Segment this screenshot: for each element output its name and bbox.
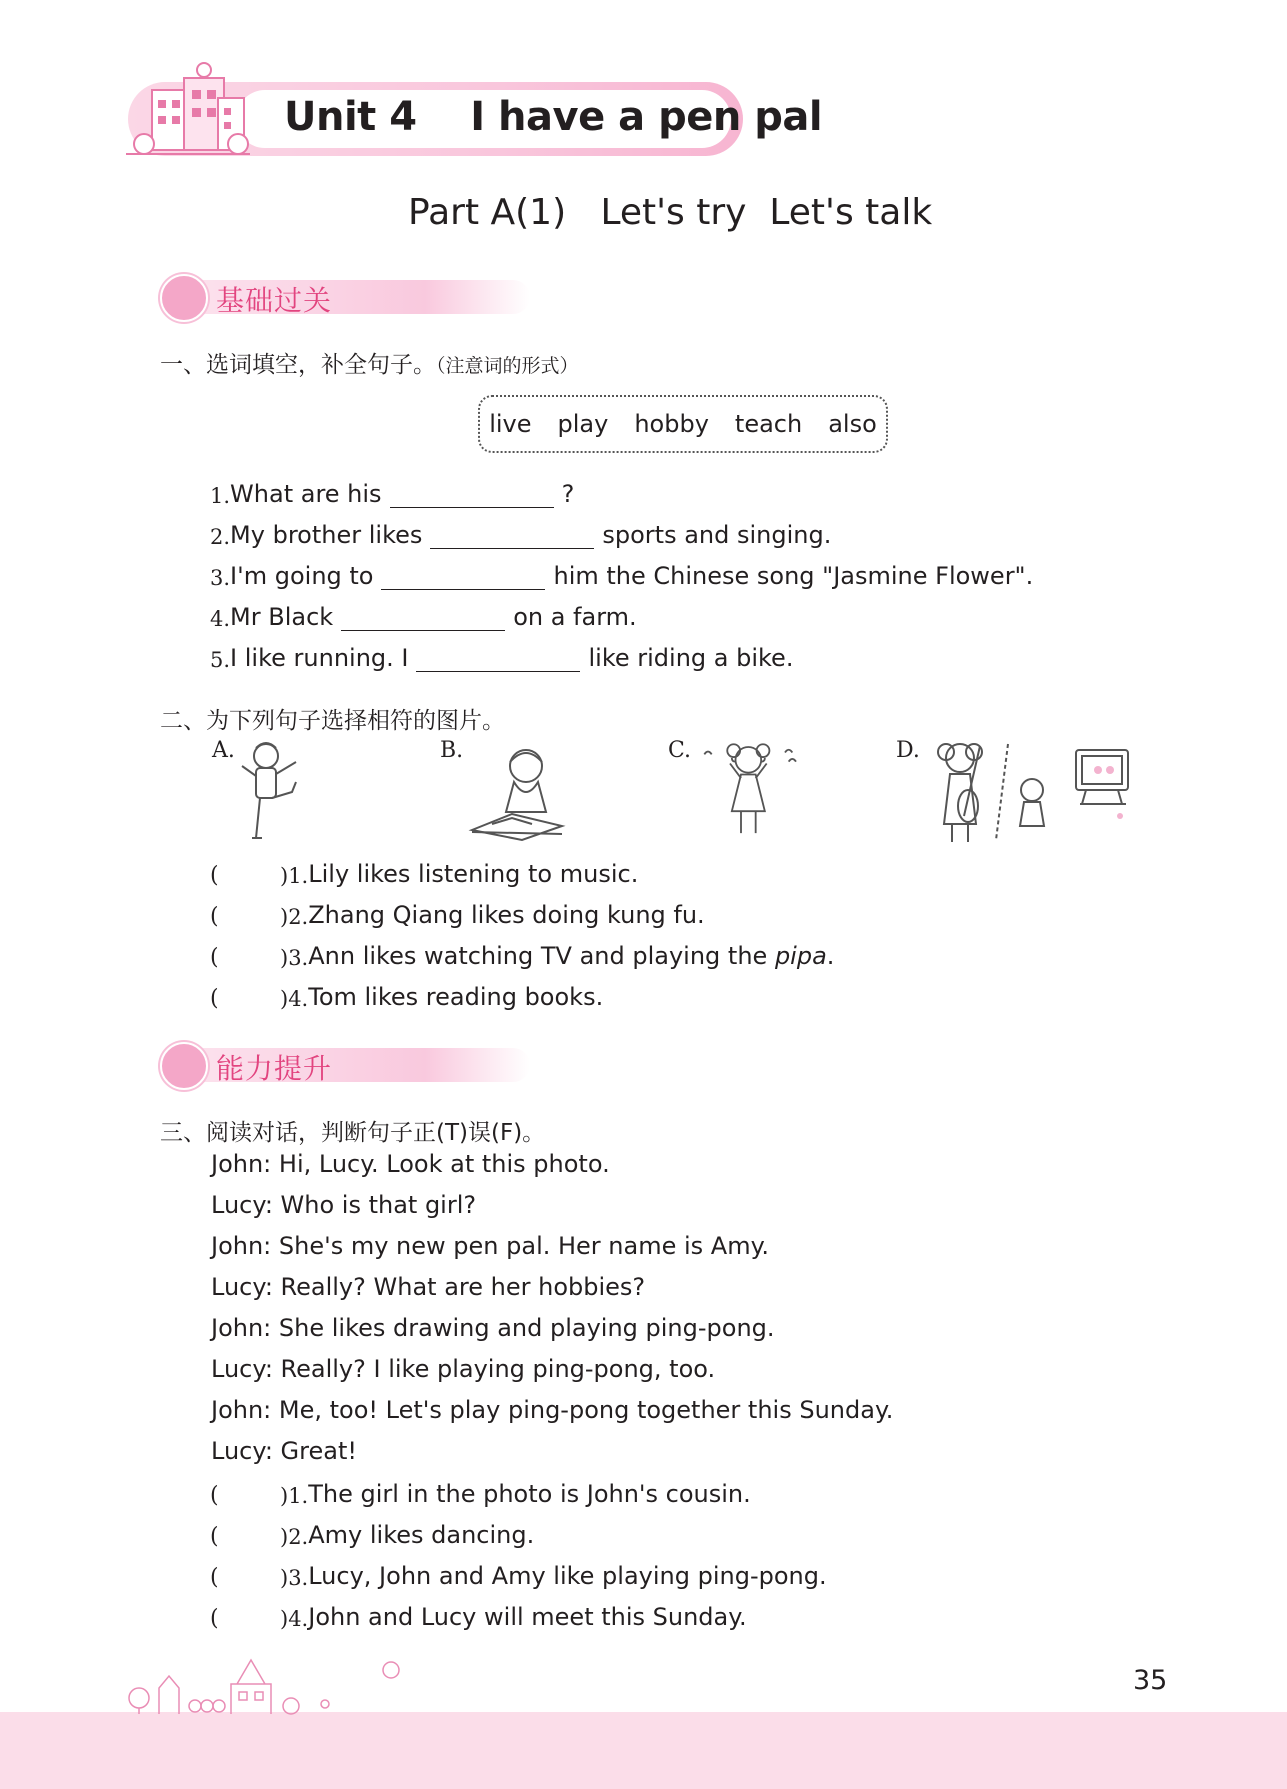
picture-label: B.: [440, 738, 464, 763]
answer-parentheses[interactable]: (: [210, 1606, 219, 1631]
building-icon: [122, 60, 252, 160]
dialog-line: Lucy: Great!: [211, 1437, 357, 1465]
picture-label: C.: [668, 738, 692, 763]
sentence-text: Ann likes watching TV and playing the: [308, 942, 775, 970]
fill-in-sentence: [210, 562, 1033, 590]
dialog-line: John: Me, too! Let's play ping-pong together this Sunday.: [211, 1396, 894, 1424]
sentence-text: on a farm.: [513, 603, 637, 631]
dialog-line: Lucy: Who is that girl?: [211, 1191, 477, 1219]
sentence-text: I'm going to: [230, 562, 374, 590]
item-number: 2.: [210, 525, 231, 549]
picture-label: D.: [896, 738, 920, 763]
sentence-text: Mr Black: [230, 603, 334, 631]
section-label: 能力提升: [216, 1052, 333, 1085]
sentence-text: him the Chinese song "Jasmine Flower".: [553, 562, 1034, 590]
section-label: 基础过关: [216, 284, 333, 317]
word-bank-item: live: [489, 410, 532, 438]
fill-in-sentence: [210, 644, 793, 672]
sentence-text: ?: [561, 480, 575, 508]
kung-fu-boy-picture: [234, 736, 354, 846]
unit-title: Unit 4 I have a pen pal: [284, 94, 823, 140]
sentence-text: like riding a bike.: [588, 644, 794, 672]
answer-parentheses[interactable]: (: [210, 1524, 219, 1549]
answer-parentheses[interactable]: (: [210, 1483, 219, 1508]
word-bank-item: hobby: [634, 410, 709, 438]
answer-blank[interactable]: [341, 608, 505, 631]
answer-blank[interactable]: [416, 649, 580, 672]
word-bank-item: teach: [734, 410, 803, 438]
sentence-text: John and Lucy will meet this Sunday.: [308, 1603, 747, 1631]
answer-parentheses[interactable]: (: [210, 904, 219, 929]
match-sentence: [210, 860, 638, 888]
answer-parentheses[interactable]: (: [210, 945, 219, 970]
item-number: )3.: [280, 1566, 309, 1590]
picture-label: A.: [212, 738, 235, 763]
item-number: )3.: [280, 946, 309, 970]
item-number: 3.: [210, 566, 231, 590]
word-bank: [478, 395, 888, 453]
question-1-note: （注意词的形式）: [436, 355, 579, 377]
sentence-text: .: [826, 942, 835, 970]
fill-in-sentence: [210, 480, 574, 508]
item-number: )4.: [280, 987, 309, 1011]
answer-parentheses[interactable]: (: [210, 1565, 219, 1590]
reading-boy-picture: [462, 740, 582, 850]
town-decoration-icon: [125, 1648, 405, 1716]
item-number: )2.: [280, 905, 309, 929]
match-sentence: [210, 942, 834, 970]
question-2-title: 二、为下列句子选择相符的图片。: [160, 708, 505, 734]
answer-blank[interactable]: [381, 567, 545, 590]
dialog-line: John: She likes drawing and playing ping-pong.: [211, 1314, 775, 1342]
sentence-text: What are his: [230, 480, 382, 508]
page-number: 35: [1133, 1665, 1168, 1696]
item-number: 5.: [210, 648, 231, 672]
sentence-text: The girl in the photo is John's cousin.: [308, 1480, 751, 1508]
judge-sentence: [210, 1562, 827, 1590]
question-1-title: [160, 346, 579, 379]
answer-parentheses[interactable]: (: [210, 863, 219, 888]
cartoon-face-icon: [160, 1042, 208, 1090]
italic-word: pipa: [774, 942, 827, 970]
pipa-and-tv-picture: [920, 736, 1135, 846]
dialog-line: John: She's my new pen pal. Her name is Amy.: [211, 1232, 769, 1260]
fill-in-sentence: [210, 603, 637, 631]
answer-parentheses[interactable]: (: [210, 986, 219, 1011]
sentence-text: My brother likes: [230, 521, 423, 549]
sentence-text: Amy likes dancing.: [308, 1521, 535, 1549]
dialog-line: Lucy: Really? What are her hobbies?: [211, 1273, 646, 1301]
answer-blank[interactable]: [430, 526, 594, 549]
music-girl-picture: [692, 736, 812, 846]
match-sentence: [210, 901, 705, 929]
judge-sentence: [210, 1603, 747, 1631]
section-header-advanced: [160, 1042, 540, 1090]
sentence-text: Lucy, John and Amy like playing ping-pong.: [308, 1562, 827, 1590]
sentence-text: I like running. I: [230, 644, 409, 672]
sentence-text: sports and singing.: [602, 521, 832, 549]
item-number: )1.: [280, 1484, 309, 1508]
dialog-line: Lucy: Really? I like playing ping-pong, too.: [211, 1355, 716, 1383]
cartoon-face-icon: [160, 274, 208, 322]
sentence-text: Lily likes listening to music.: [308, 860, 639, 888]
sentence-text: Tom likes reading books.: [308, 983, 604, 1011]
match-sentence: [210, 983, 603, 1011]
answer-blank[interactable]: [390, 485, 554, 508]
footer-band: [0, 1712, 1287, 1789]
section-header-basic: [160, 274, 540, 322]
item-number: 1.: [210, 484, 231, 508]
item-number: )2.: [280, 1525, 309, 1549]
item-number: )4.: [280, 1607, 309, 1631]
word-bank-item: also: [828, 410, 877, 438]
sentence-text: Zhang Qiang likes doing kung fu.: [308, 901, 705, 929]
word-bank-item: play: [557, 410, 609, 438]
question-3-title: 三、阅读对话，判断句子正(T)误(F)。: [160, 1120, 546, 1146]
part-title: Part A(1) Let's try Let's talk: [408, 192, 933, 233]
question-1-title-text: 一、选词填空，补全句子。: [160, 352, 436, 378]
fill-in-sentence: [210, 521, 831, 549]
item-number: 4.: [210, 607, 231, 631]
judge-sentence: [210, 1521, 534, 1549]
judge-sentence: [210, 1480, 751, 1508]
item-number: )1.: [280, 864, 309, 888]
dialog-line: John: Hi, Lucy. Look at this photo.: [211, 1150, 610, 1178]
